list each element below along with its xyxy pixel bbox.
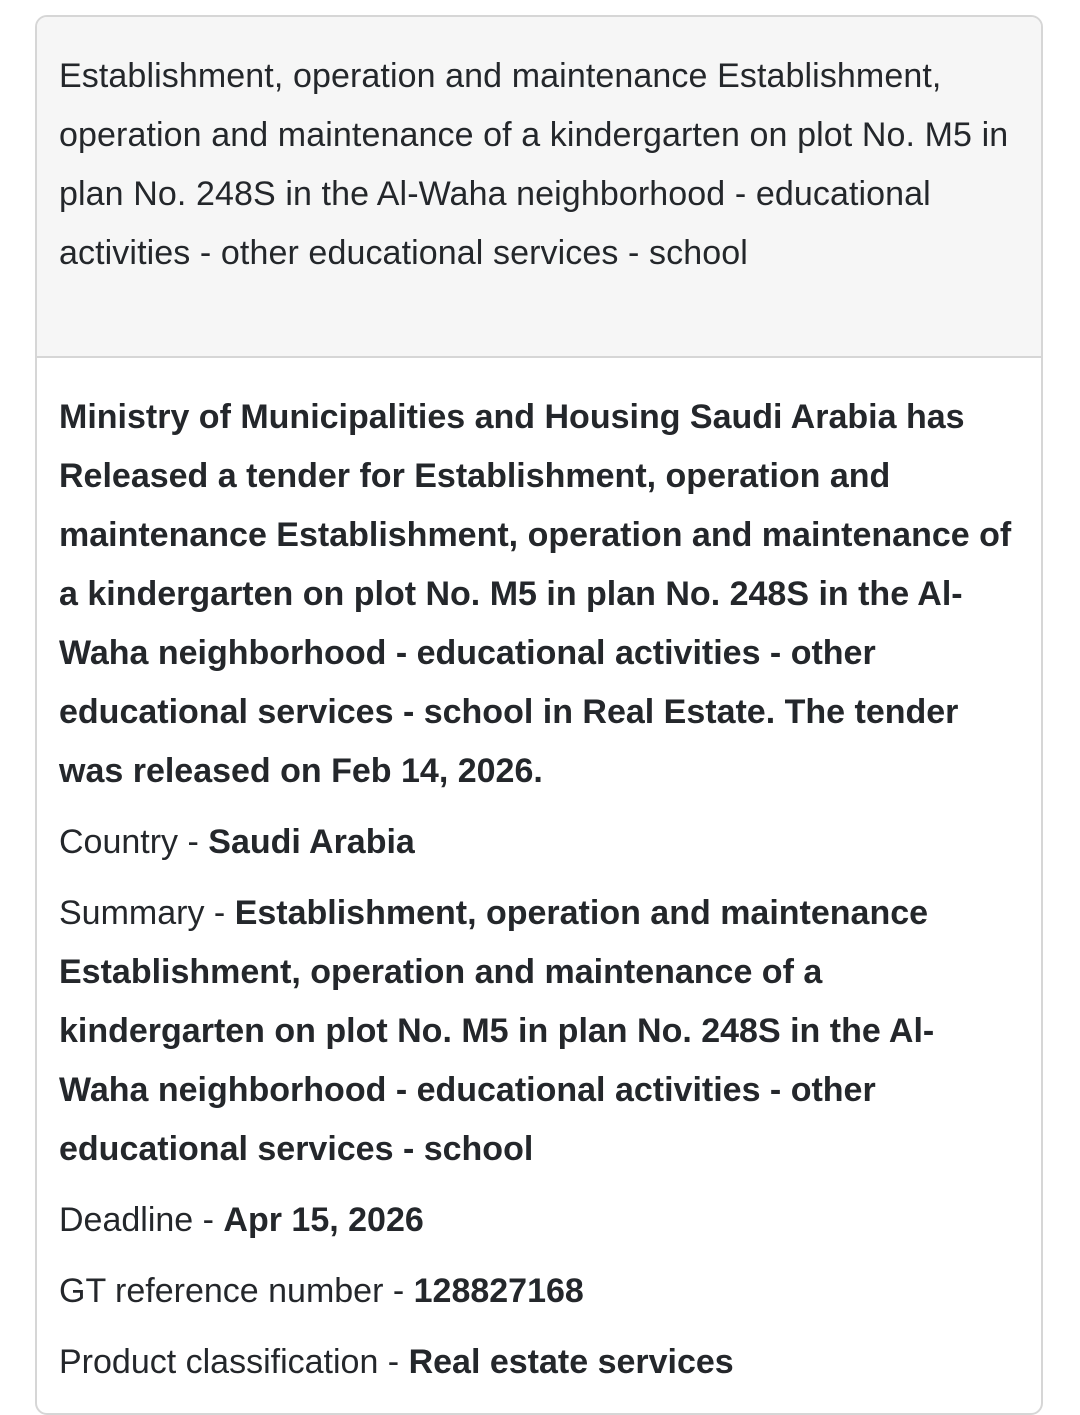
- tender-title: Establishment, operation and maintenance Establishment, operation and maintenance of a kindergarten on plot No. M5 in plan No. 248S in the Al-Waha neighborhood - educational activities - other educational services - school: [59, 57, 1009, 272]
- country-label: Country -: [59, 823, 209, 861]
- detail-deadline: [59, 1191, 1019, 1250]
- summary-label: Summary -: [59, 894, 235, 932]
- tender-card-body: [37, 358, 1041, 1392]
- tender-intro: [59, 388, 1019, 801]
- detail-product-classification: [59, 1333, 1019, 1392]
- detail-reference-number: [59, 1262, 1019, 1321]
- sector-release-text: in Real Estate. The tender was released on Feb 14, 2026.: [59, 693, 959, 790]
- product-classification-value: Real estate services: [408, 1343, 734, 1381]
- product-classification-label: Product classification -: [59, 1343, 409, 1381]
- country-value: Saudi Arabia: [208, 823, 415, 861]
- reference-number-value: 128827168: [413, 1272, 584, 1310]
- tender-card: [35, 15, 1043, 1415]
- summary-value: Establishment, operation and maintenance Establishment, operation and maintenance of a kindergarten on plot No. M5 in plan No. 248S in the Al-Waha neighborhood - educational activities - other educational services - school: [59, 894, 935, 1168]
- reference-number-label: GT reference number -: [59, 1272, 414, 1310]
- detail-country: [59, 813, 1019, 872]
- deadline-value: Apr 15, 2026: [223, 1201, 424, 1239]
- detail-summary: [59, 884, 1019, 1179]
- deadline-label: Deadline -: [59, 1201, 224, 1239]
- tender-card-header: [37, 17, 1041, 358]
- publisher-text: Ministry of Municipalities and Housing Saudi Arabia has Released a tender for: [59, 398, 965, 495]
- intro-tender-title: Establishment, operation and maintenance Establishment, operation and maintenance of a kindergarten on plot No. M5 in plan No. 248S in the Al-Waha neighborhood - educational activities - other educational services - school: [59, 457, 1012, 731]
